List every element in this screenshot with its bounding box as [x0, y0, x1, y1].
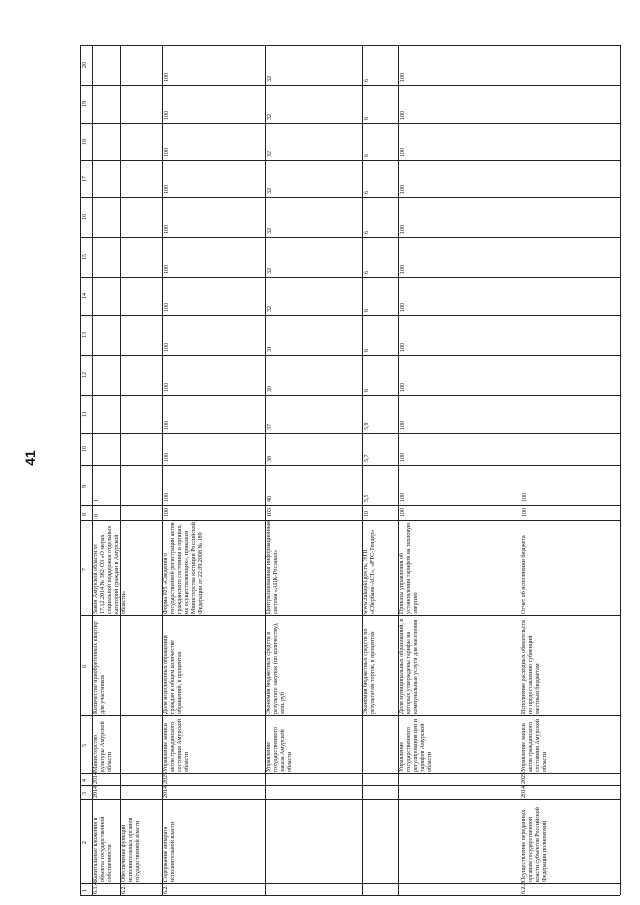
table-value: 6 — [364, 231, 370, 234]
table-value: 100 — [400, 343, 406, 352]
table-value: 10 — [364, 511, 370, 517]
table-cell: Управление записи актов гражданского состояния Амурской области — [521, 719, 548, 772]
table-cell: Обеспечение функций исполнительных органов государственной власти — [121, 817, 141, 882]
column-border — [80, 237, 620, 238]
table-value: 100 — [164, 453, 170, 462]
column-number: 16 — [82, 214, 88, 220]
table-value: 5,7 — [364, 454, 370, 462]
table-value: 100 — [400, 303, 406, 312]
table-value: 100 — [164, 343, 170, 352]
table-value: 30 — [267, 386, 273, 392]
table-value: 32 — [267, 188, 273, 194]
table-value: 32 — [267, 268, 273, 274]
column-number: 19 — [82, 101, 88, 107]
table-cell: 6.2.1. — [163, 880, 169, 894]
row-border — [362, 45, 363, 895]
table-value: 100 — [400, 148, 406, 157]
column-border — [80, 465, 620, 466]
table-cell: 2014 — [93, 772, 99, 784]
row-border — [120, 45, 121, 895]
column-border — [80, 277, 620, 278]
table-value: 40 — [267, 496, 273, 502]
table-value: 6 — [364, 389, 370, 392]
column-border — [80, 85, 620, 86]
table-cell: 2025 — [521, 772, 527, 784]
table-value: 100 — [400, 508, 406, 517]
table-value: 100 — [522, 493, 528, 502]
column-number: 14 — [82, 293, 88, 299]
column-number: 15 — [82, 254, 88, 260]
table-value: 100 — [164, 185, 170, 194]
table-value: 100 — [164, 148, 170, 157]
table-value: 100 — [400, 493, 406, 502]
table-value: 5,9 — [364, 422, 370, 430]
column-number: 10 — [82, 446, 88, 452]
table-cell: Содержание аппарата исполнительной власти — [163, 821, 176, 882]
table-cell: 6.1.4. — [93, 880, 99, 894]
column-border — [80, 433, 620, 434]
column-number: 12 — [82, 372, 88, 378]
table-value: 38 — [267, 456, 273, 462]
column-border — [80, 45, 620, 46]
column-number: 1 — [82, 889, 88, 892]
column-border — [80, 160, 620, 161]
table-cell: Приказы управления об установлении тарифов на тепловую энергию — [399, 522, 419, 614]
table-cell: Управление государственного регулирования цен и тарифов Амурской области — [399, 719, 433, 772]
column-number: 5 — [82, 744, 88, 747]
table-cell: Отчет об исполнении бюджета — [521, 535, 527, 614]
column-number: 4 — [82, 779, 88, 782]
table-cell: Осуществление переданных органам государственной власти субъектов Российской Федерации полномочий — [521, 807, 548, 882]
table-value: 100 — [164, 303, 170, 312]
table-value: 6 — [364, 191, 370, 194]
table-value: 6 — [364, 309, 370, 312]
table-value: 6 — [364, 79, 370, 82]
table-value: 100 — [164, 383, 170, 392]
table-value: 100 — [164, 111, 170, 120]
table-cell: Управление записи актов гражданского состояния Амурской области — [163, 719, 190, 772]
column-number: 20 — [82, 62, 88, 68]
table-cell: Централизованная информационная система «АЦК-Госзаказ» — [266, 521, 279, 614]
table-value: 6 — [364, 117, 370, 120]
column-number: 9 — [82, 485, 88, 488]
table-value: 100 — [400, 185, 406, 194]
table-cell: Министерство культуры Амурской области — [93, 721, 113, 772]
page-number: 41 — [21, 450, 38, 466]
table-cell: 6.2. — [121, 885, 127, 894]
table-value: 0 — [94, 514, 100, 517]
row-border — [620, 45, 621, 895]
table-cell: 6.2.2. — [521, 880, 527, 894]
table-value: 31 — [267, 346, 273, 352]
column-border — [80, 895, 620, 896]
table-value: 100 — [400, 265, 406, 274]
table-cell: Экономия бюджетных средств в результате закупок (по количеству), млн. руб — [266, 622, 286, 714]
column-border — [80, 355, 620, 356]
table-cell: 2014 — [93, 786, 99, 798]
column-border — [80, 395, 620, 396]
table-value: 32 — [267, 76, 273, 82]
column-number: 13 — [82, 332, 88, 338]
table-value: 100 — [400, 225, 406, 234]
table-cell: Количество приобретенных квартир для участников — [93, 621, 106, 714]
column-number: 2 — [82, 841, 88, 844]
table-value: 37 — [267, 424, 273, 430]
table-value: 1 — [94, 499, 100, 502]
column-number: 7 — [82, 567, 88, 571]
table-cell: 2025 — [163, 772, 169, 784]
column-border — [80, 315, 620, 316]
table-value: 103 — [267, 508, 273, 517]
table-value: 100 — [400, 383, 406, 392]
table-cell: Исполнение расходных обязательств по предоставлению субвенций местным бюджетам — [521, 620, 541, 714]
table-value: 100 — [400, 453, 406, 462]
column-border — [80, 197, 620, 198]
table-cell: www.zakupki.gov.ru, ЭТП «Сбербанк-АСТ», «РТС-Тендер» — [363, 529, 376, 614]
table-value: 100 — [164, 73, 170, 82]
table-value: 100 — [164, 493, 170, 502]
column-number: 8 — [82, 512, 88, 516]
column-border — [80, 505, 620, 506]
table-cell: 2014 — [163, 786, 169, 798]
table-value: 100 — [164, 508, 170, 517]
table-value: 32 — [267, 306, 273, 312]
table-value: 6 — [364, 154, 370, 157]
table-cell: Доля муниципальных образований, в которых утверждены тарифы на коммунальные услуги для населения — [399, 618, 419, 714]
table-value: 100 — [522, 508, 528, 517]
table-value: 32 — [267, 151, 273, 157]
table-value: 100 — [400, 111, 406, 120]
table-value: 100 — [164, 421, 170, 430]
table-cell: Экономия бюджетных средств по результатам торгов, в процентах — [363, 628, 376, 714]
column-number: 6 — [82, 665, 88, 668]
column-border — [80, 123, 620, 124]
table-cell: Закон Амурской области от 17.12.2014 № 382-ОЗ «О мерах социальной поддержки отдельных категорий граждан в Амурской области» — [93, 525, 127, 614]
column-number: 11 — [82, 411, 88, 417]
table-value: 100 — [164, 225, 170, 234]
table-value: 100 — [164, 265, 170, 274]
column-number: 18 — [82, 138, 88, 145]
table-value: 5,5 — [364, 494, 370, 502]
table-value: 32 — [267, 114, 273, 120]
table-cell: Капитальные вложения в объекты государственной собственности — [93, 816, 113, 882]
table-value: 100 — [400, 73, 406, 82]
table-cell: Форма 025 «Сведения о государственной регистрации актов гражданского состояния и органах, их осуществляющих», приказом Министерства юстиции Российской Федерации от 22.09.2008 № 189 — [163, 522, 204, 614]
table-value: 100 — [400, 421, 406, 430]
row-border — [80, 45, 81, 895]
table-cell: 2014 — [521, 786, 527, 798]
table-value: 6 — [364, 349, 370, 352]
table-cell: Доля исполненных обращений граждан в общем количестве обращений, в процентах — [163, 635, 183, 714]
table-value: 32 — [267, 228, 273, 234]
table-cell: Управление государственного заказа Амурской области — [266, 727, 293, 772]
rotated-table — [80, 25, 620, 895]
column-number: 17 — [82, 175, 88, 182]
column-number: 3 — [82, 792, 88, 795]
table-value: 6 — [364, 271, 370, 274]
